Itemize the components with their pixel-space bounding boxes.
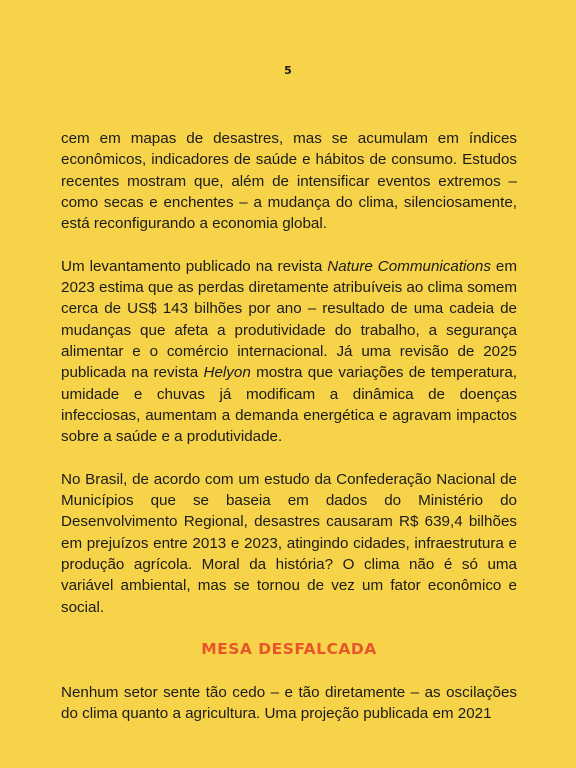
page-number: 5 <box>284 64 292 77</box>
paragraph-text: em 2023 estima que as perdas diretamente atribuíveis ao clima somem cerca de US$ 143 bilhões por ano – resultado de uma cadeia de mudanças que afeta a produtividade do trabalho, a segurança alimentar e o comércio internacional. Já uma revisão de 2025 publicada na revista <box>61 257 517 382</box>
paragraph-intro-continuation: cem em mapas de desastres, mas se acumulam em índices econômicos, indicadores de saúde e hábitos de consumo. Estudos recentes mostram que, além de intensificar eventos extremos – como secas e enchentes – a mudança do clima, silenciosamente, está reconfigurando a economia global. <box>61 130 517 233</box>
paragraph-text: mostra que variações de temperatura, umidade e chuvas já modificam a dinâmica de doenças infecciosas, aumentam a demanda energética e agravam impactos sobre a saúde e a produtividade. <box>61 364 517 446</box>
section-heading: MESA DESFALCADA <box>201 640 377 659</box>
journal-name: Nature Communications <box>327 257 491 275</box>
paragraph-agriculture: Nenhum setor sente tão cedo – e tão diretamente – as oscilações do clima quanto a agricultura. Uma projeção publicada em 2021 <box>61 683 517 723</box>
paragraph-global-losses <box>61 256 517 448</box>
paragraph-brazil: No Brasil, de acordo com um estudo da Confederação Nacional de Municípios que se baseia em dados do Ministério do Desenvolvimento Regional, desastres causaram R$ 639,4 bilhões em prejuízos entre 2013 e 2023, atingindo cidades, infraestrutura e produção agrícola. Moral da história? O clima não é só uma variável ambiental, mas se tornou de vez um fator econômico e social. <box>61 470 517 616</box>
article-body <box>61 128 517 746</box>
paragraph-text: Um levantamento publicado na revista <box>61 257 328 275</box>
journal-name: Helyon <box>203 364 251 382</box>
